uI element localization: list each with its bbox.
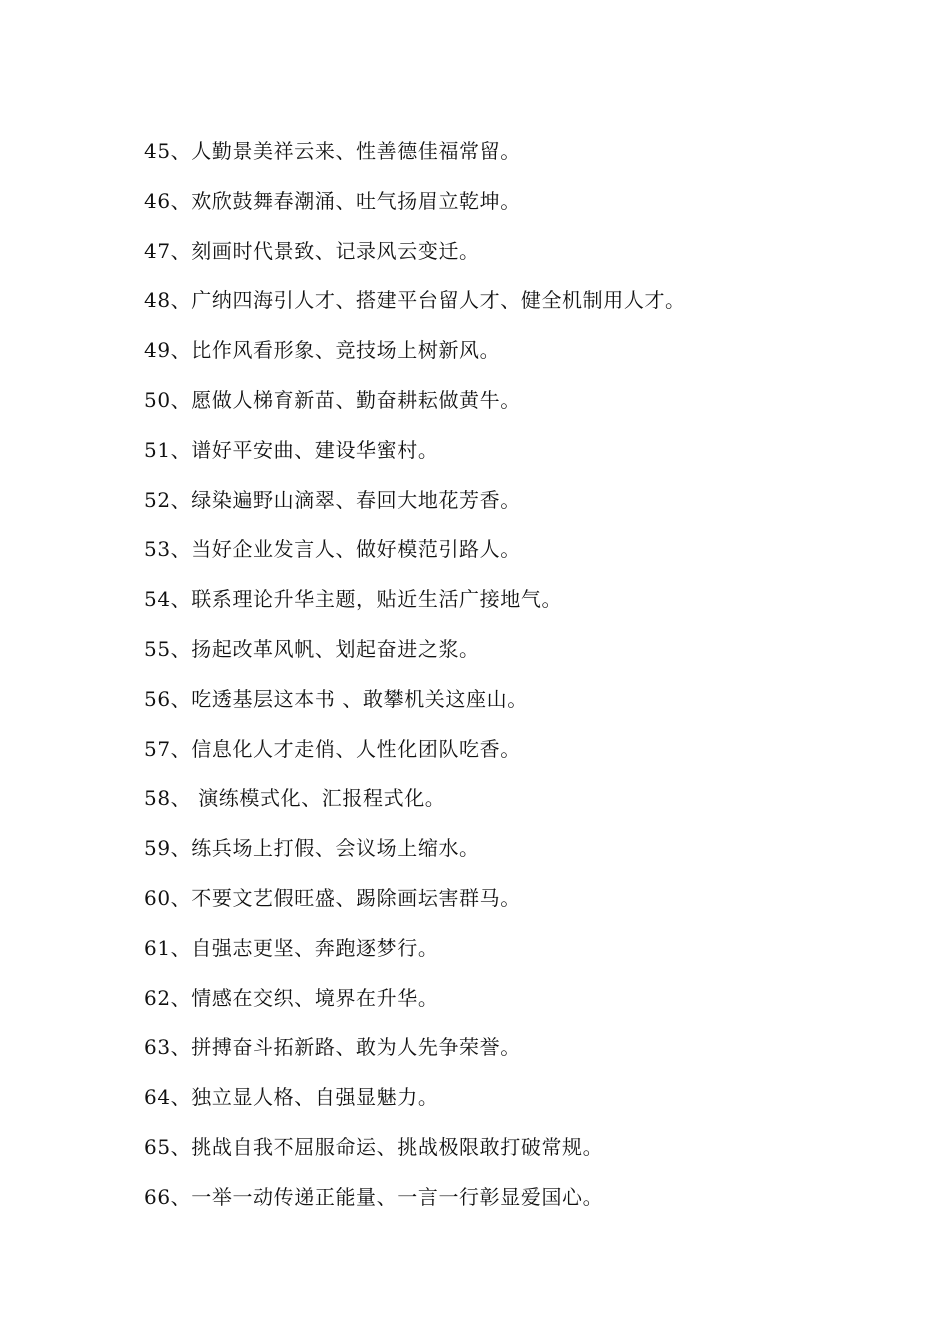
list-item: 63、拼搏奋斗拓新路、敢为人先争荣誉。 [144,1035,521,1060]
list-item: 51、谱好平安曲、建设华蜜村。 [144,437,439,462]
list-item: 47、刻画时代景致、记录风云变迁。 [144,238,480,263]
list-item: 45、人勤景美祥云来、性善德佳福常留。 [144,139,521,163]
list-item: 66、一举一动传递正能量、一言一行彰显爱国心。 [144,1184,604,1209]
slogan-list [144,136,686,1232]
list-item: 60、不要文艺假旺盛、踢除画坛害群马。 [144,885,521,910]
list-item: 65、挑战自我不屈服命运、挑战极限敢打破常规。 [144,1134,604,1159]
list-item: 54、联系理论升华主题，贴近生活广接地气。 [144,587,563,612]
list-item: 46、欢欣鼓舞春潮涌、吐气扬眉立乾坤。 [144,188,521,213]
list-item: 52、绿染遍野山滴翠、春回大地花芳香。 [144,487,521,512]
list-item: 48、广纳四海引人才、搭建平台留人才、健全机制用人才。 [144,288,686,313]
list-item: 58、 演练模式化、汇报程式化。 [144,786,446,811]
list-item: 50、愿做人梯育新苗、勤奋耕耘做黄牛。 [144,387,521,412]
list-item: 62、情感在交织、境界在升华。 [144,985,439,1010]
list-item: 61、自强志更坚、奔跑逐梦行。 [144,935,439,960]
list-item: 64、独立显人格、自强显魅力。 [144,1085,439,1110]
list-item: 53、当好企业发言人、做好模范引路人。 [144,537,521,562]
list-item: 59、练兵场上打假、会议场上缩水。 [144,836,480,861]
list-item: 57、信息化人才走俏、人性化团队吃香。 [144,736,521,761]
list-item: 49、比作风看形象、竞技场上树新风。 [144,338,501,363]
list-item: 55、扬起改革风帆、划起奋进之浆。 [144,636,480,661]
list-item: 56、吃透基层这本书 、敢攀机关这座山。 [144,686,528,711]
